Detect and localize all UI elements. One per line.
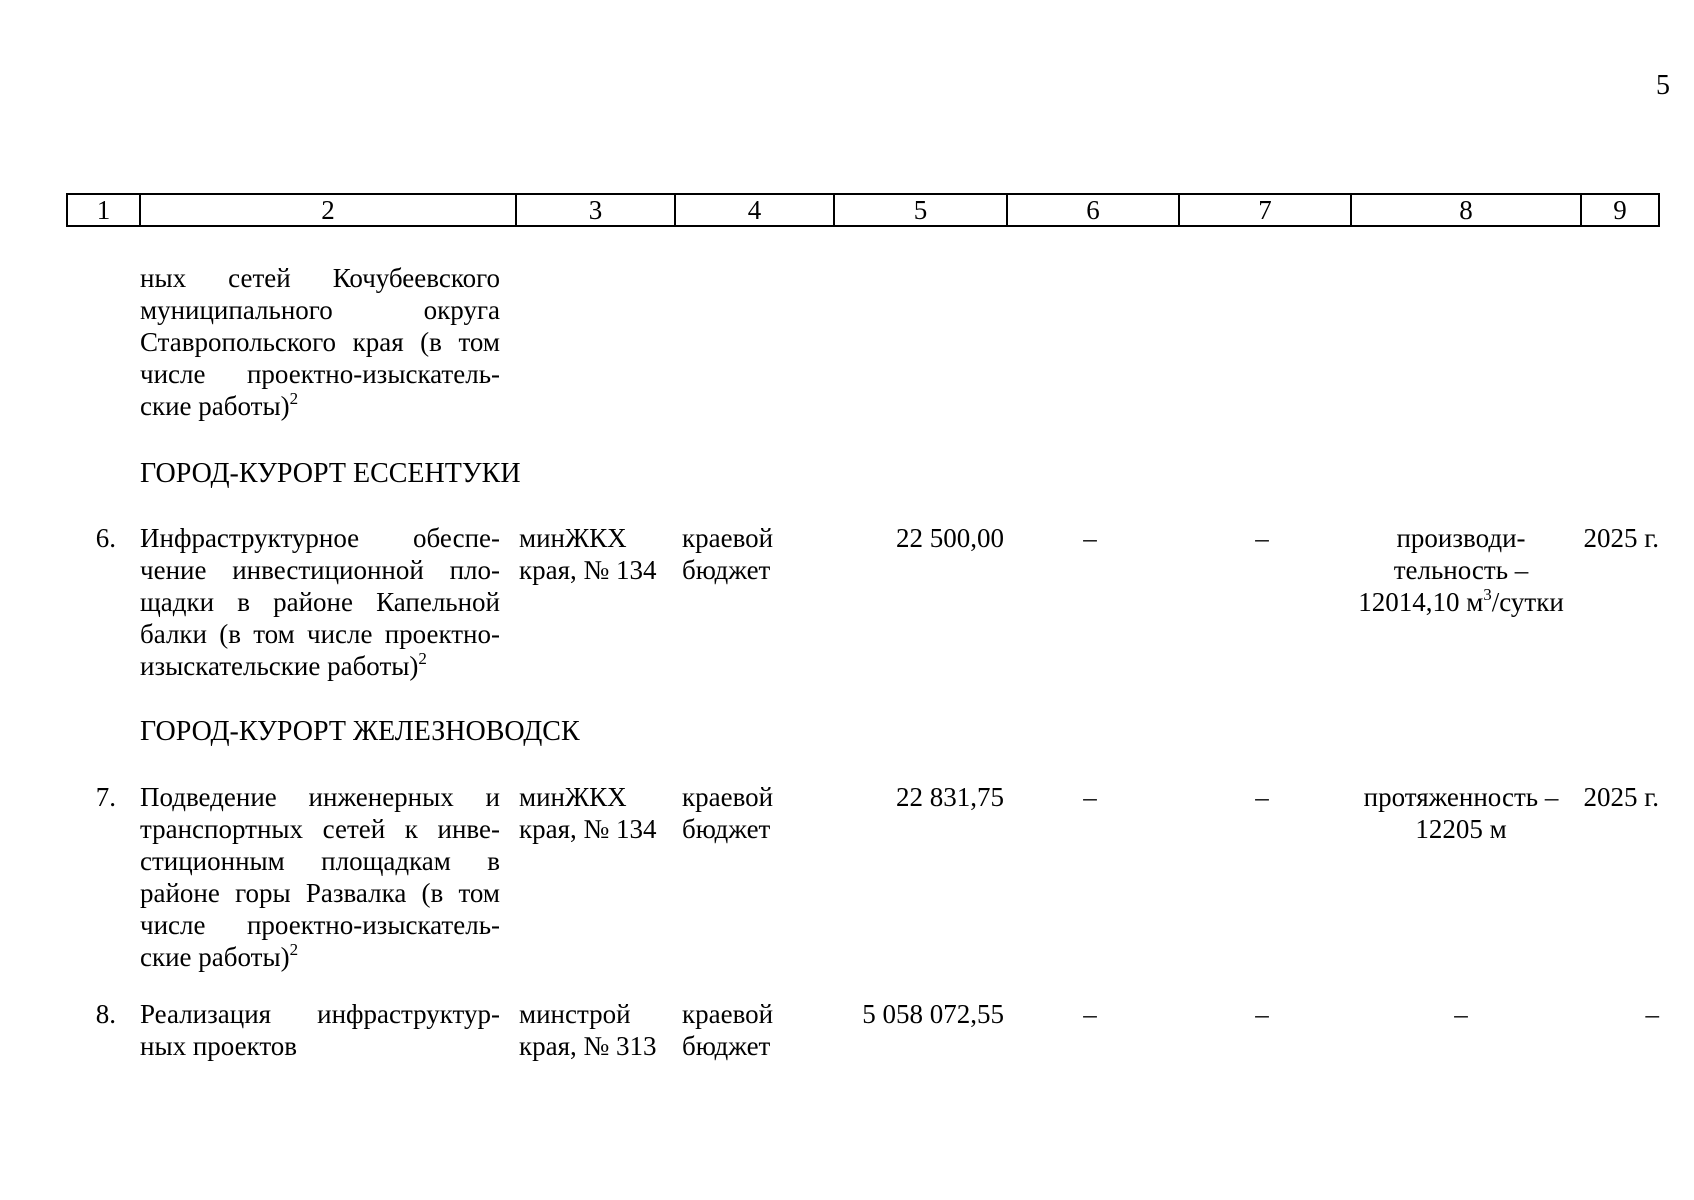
funding-line: краевой xyxy=(682,523,774,553)
row-col6: – xyxy=(1083,782,1097,812)
funding-line: бюджет xyxy=(682,555,771,585)
column-header-4: 4 xyxy=(675,194,834,226)
row-funding-source xyxy=(682,781,784,845)
row-funding-source xyxy=(682,522,784,586)
column-header-row xyxy=(66,193,1660,227)
executor-line: края, № 134 xyxy=(519,814,657,844)
executor-line: края, № 313 xyxy=(519,1031,657,1061)
row-col6: – xyxy=(1083,523,1097,553)
section-heading-zheleznovodsk: ГОРОД-КУРОРТ ЖЕЛЕЗНОВОДСК xyxy=(140,716,580,747)
column-header-9: 9 xyxy=(1581,194,1659,226)
row-col7: – xyxy=(1255,523,1269,553)
column-header-6: 6 xyxy=(1007,194,1179,226)
row-executor xyxy=(519,998,669,1062)
row-number: 8. xyxy=(95,999,116,1029)
page-number: 5 xyxy=(1656,70,1670,101)
row-year: – xyxy=(1645,999,1659,1029)
row-number: 6. xyxy=(95,523,116,553)
column-header-2: 2 xyxy=(140,194,516,226)
funding-line: бюджет xyxy=(682,1031,771,1061)
column-header-1: 1 xyxy=(67,194,140,226)
row-indicator: производи- тельность – 12014,10 $м^3$/сутки xyxy=(1358,523,1564,617)
row-amount: 22 500,00 xyxy=(896,523,1004,553)
row-executor xyxy=(519,522,669,586)
row-year: 2025 г. xyxy=(1583,782,1659,812)
executor-line: края, № 134 xyxy=(519,555,657,585)
section-heading-essentuki: ГОРОД-КУРОРТ ЕССЕНТУКИ xyxy=(140,458,521,489)
executor-line: минстрой xyxy=(519,999,631,1029)
column-header-3: 3 xyxy=(516,194,675,226)
row-executor xyxy=(519,781,669,845)
funding-line: бюджет xyxy=(682,814,771,844)
row-name: Подведение инженерных и транспортных сетей к инве-стиционным площадкам в районе горы Развалка (в том числе проектно-изыскатель-ские работы)$^2$ xyxy=(140,782,500,972)
row-indicator: протяженность – 12205 м xyxy=(1363,782,1559,844)
row-amount: 5 058 072,55 xyxy=(862,999,1004,1029)
executor-line: минЖКХ xyxy=(519,523,627,553)
row-name: Реализация инфраструктур-ных проектов xyxy=(140,999,500,1061)
row-number: 7. xyxy=(95,782,116,812)
column-header-5: 5 xyxy=(834,194,1007,226)
column-header-7: 7 xyxy=(1179,194,1351,226)
row-year: 2025 г. xyxy=(1583,523,1659,553)
executor-line: минЖКХ xyxy=(519,782,627,812)
funding-line: краевой xyxy=(682,782,774,812)
row-indicator: – xyxy=(1454,999,1468,1029)
funding-line: краевой xyxy=(682,999,774,1029)
row-col7: – xyxy=(1255,999,1269,1029)
row-amount: 22 831,75 xyxy=(896,782,1004,812)
row-name: Инфраструктурное обеспе-чение инвестиционной пло-щадки в районе Капельной балки (в том числе проектно-изыскательские работы)$^2$ xyxy=(140,523,500,681)
continuation-row-name: ных сетей Кочубеевского муниципального округа Ставропольского края (в том числе проектно-изыскатель-ские работы)$^2$ xyxy=(140,263,500,421)
column-header-8: 8 xyxy=(1351,194,1581,226)
row-col7: – xyxy=(1255,782,1269,812)
row-col6: – xyxy=(1083,999,1097,1029)
row-funding-source xyxy=(682,998,784,1062)
